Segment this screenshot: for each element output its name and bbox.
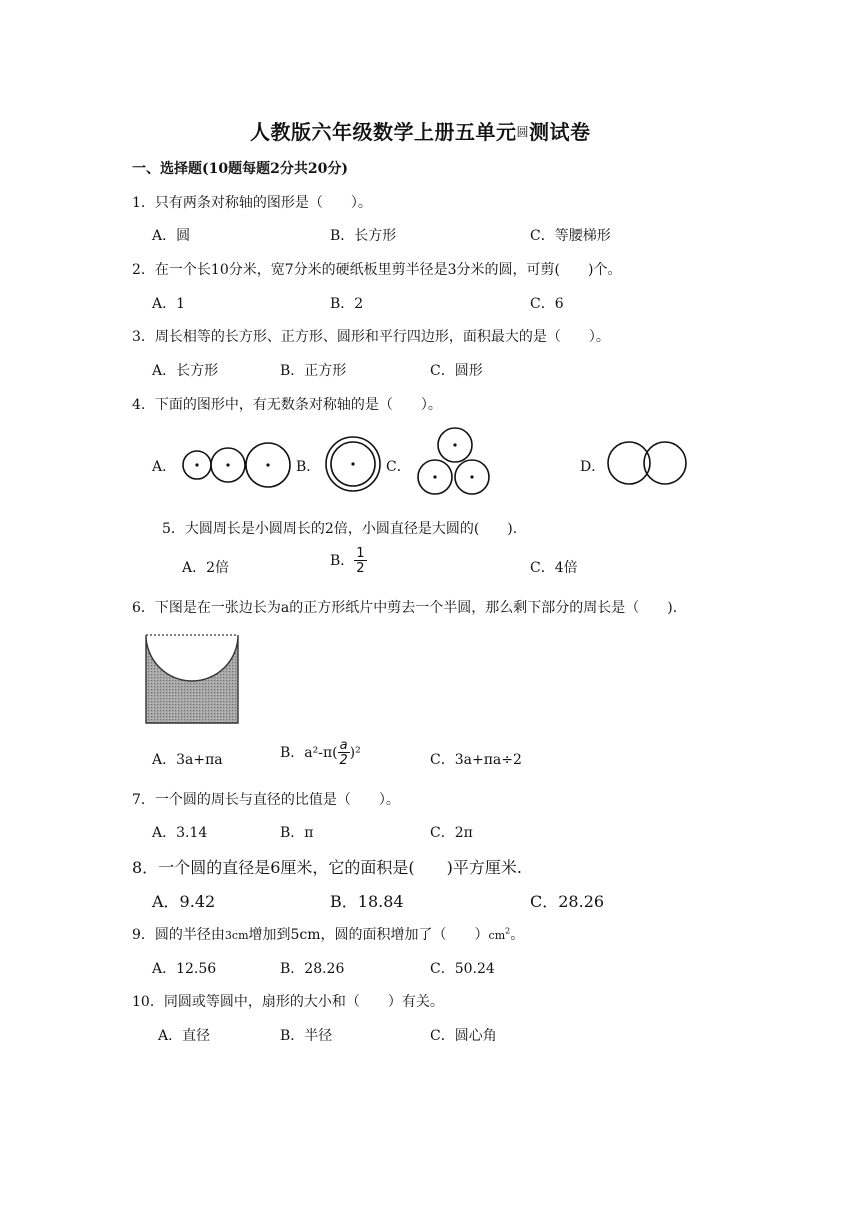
question-number: 7． [132,792,155,808]
page-title [250,116,591,145]
question-number: 6． [132,600,155,616]
title-main: 人教版六年级数学上册五单元 [250,120,517,144]
question-text: 一个圆的直径是6厘米，它的面积是( )平方厘米. [158,858,522,877]
q9-option-c: C．50.24 [430,961,495,977]
q1-option-c: C．等腰梯形 [530,228,611,244]
question-10 [132,991,444,1011]
question-text: 大圆周长是小圆周长的2倍，小圆直径是大圆的( ). [184,521,518,537]
question-2 [132,259,621,279]
fraction-numerator: a [339,738,348,753]
q4-option-b: B． [296,459,321,475]
question-number: 4． [132,397,155,413]
question-number: 10． [132,994,164,1010]
figure-square-minus-semicircle [142,632,242,726]
q7-option-c: C．2π [430,825,473,841]
fraction-denominator: 2 [339,753,348,768]
fraction-numerator: 1 [356,546,365,561]
q8-option-a: A．9.42 [152,892,216,911]
q4-option-a: A． [152,459,177,475]
q7-option-b: B．π [280,825,314,841]
title-circle-char: 圆 [516,125,530,139]
q3-option-b: B．正方形 [280,363,347,379]
q6-option-b [280,739,361,767]
figure-b-concentric-circles [324,435,382,493]
question-text: 。 [510,927,525,943]
q5-option-a: A．2倍 [182,560,230,576]
question-number: 8． [132,858,159,877]
unit-5cm: 5cm [290,927,321,943]
q4-option-d: D． [580,459,606,475]
unit-3cm: 3cm [224,929,249,942]
question-text: 同圆或等圆中，扇形的大小和（ ）有关。 [163,994,444,1010]
q6-option-c: C．3a+πa÷2 [430,752,522,768]
option-label: B． [330,553,355,569]
question-text: 一个圆的周长与直径的比值是（ ）。 [154,792,400,808]
fraction-a-over-2 [338,739,350,767]
fraction-denominator: 2 [356,561,365,576]
unit-superscript: 2 [505,926,511,936]
q9-option-b: B．28.26 [280,961,345,977]
question-7 [132,789,400,809]
fraction-one-half [354,547,366,575]
question-9 [132,924,524,944]
question-text: 只有两条对称轴的图形是（ ）。 [154,195,372,211]
option-label-tail: )² [349,745,361,761]
question-text: 周长相等的长方形、正方形、圆形和平行四边形，面积最大的是（ ）。 [154,329,610,345]
question-6 [132,597,677,617]
question-5 [162,518,517,538]
q10-option-c: C．圆心角 [430,1028,497,1044]
question-1 [132,192,372,212]
figure-d-overlapping-circles [605,438,690,488]
question-8 [132,855,522,878]
q5-option-c: C．4倍 [530,560,578,576]
q8-option-b: B．18.84 [330,892,404,911]
question-text: ，圆的面积增加了（ ） [320,927,489,943]
question-3 [132,326,610,346]
q10-option-b: B．半径 [280,1028,333,1044]
question-text: 圆的半径由 [154,927,225,943]
q2-option-c: C．6 [530,296,564,312]
q8-option-c: C．28.26 [530,892,605,911]
q1-option-b: B．长方形 [330,228,397,244]
section-heading: 一、选择题(10题每题2分共20分) [132,161,348,177]
q10-option-a: A．直径 [158,1028,211,1044]
question-number: 3． [132,329,155,345]
question-text: 增加到 [248,927,291,943]
unit-cm: cm [488,929,506,942]
question-text: 下图是在一张边长为a的正方形纸片中剪去一个半圆，那么剩下部分的周长是（ ). [154,600,678,616]
q7-option-a: A．3.14 [152,825,208,841]
q1-option-a: A．圆 [152,228,191,244]
title-suffix: 测试卷 [529,120,591,144]
q4-option-c: C． [386,459,411,475]
q2-option-b: B．2 [330,296,364,312]
option-label: B．a²-π( [280,745,338,761]
q9-option-a: A．12.56 [152,961,217,977]
question-4 [132,394,442,414]
question-number: 1． [132,195,155,211]
figure-a-three-circles [180,440,295,490]
figure-c-triangle-circles [414,426,494,498]
question-text: 在一个长10分米，宽7分米的硬纸板里剪半径是3分米的圆，可剪( )个。 [154,262,622,278]
q3-option-a: A．长方形 [152,363,219,379]
q2-option-a: A．1 [152,296,186,312]
q6-option-a: A．3a+πa [152,752,223,768]
q3-option-c: C．圆形 [430,363,483,379]
question-text: 下面的图形中，有无数条对称轴的是（ ）。 [154,397,442,413]
q5-option-b [330,547,367,575]
question-number: 2． [132,262,155,278]
question-number: 9． [132,927,155,943]
question-number: 5． [162,521,185,537]
